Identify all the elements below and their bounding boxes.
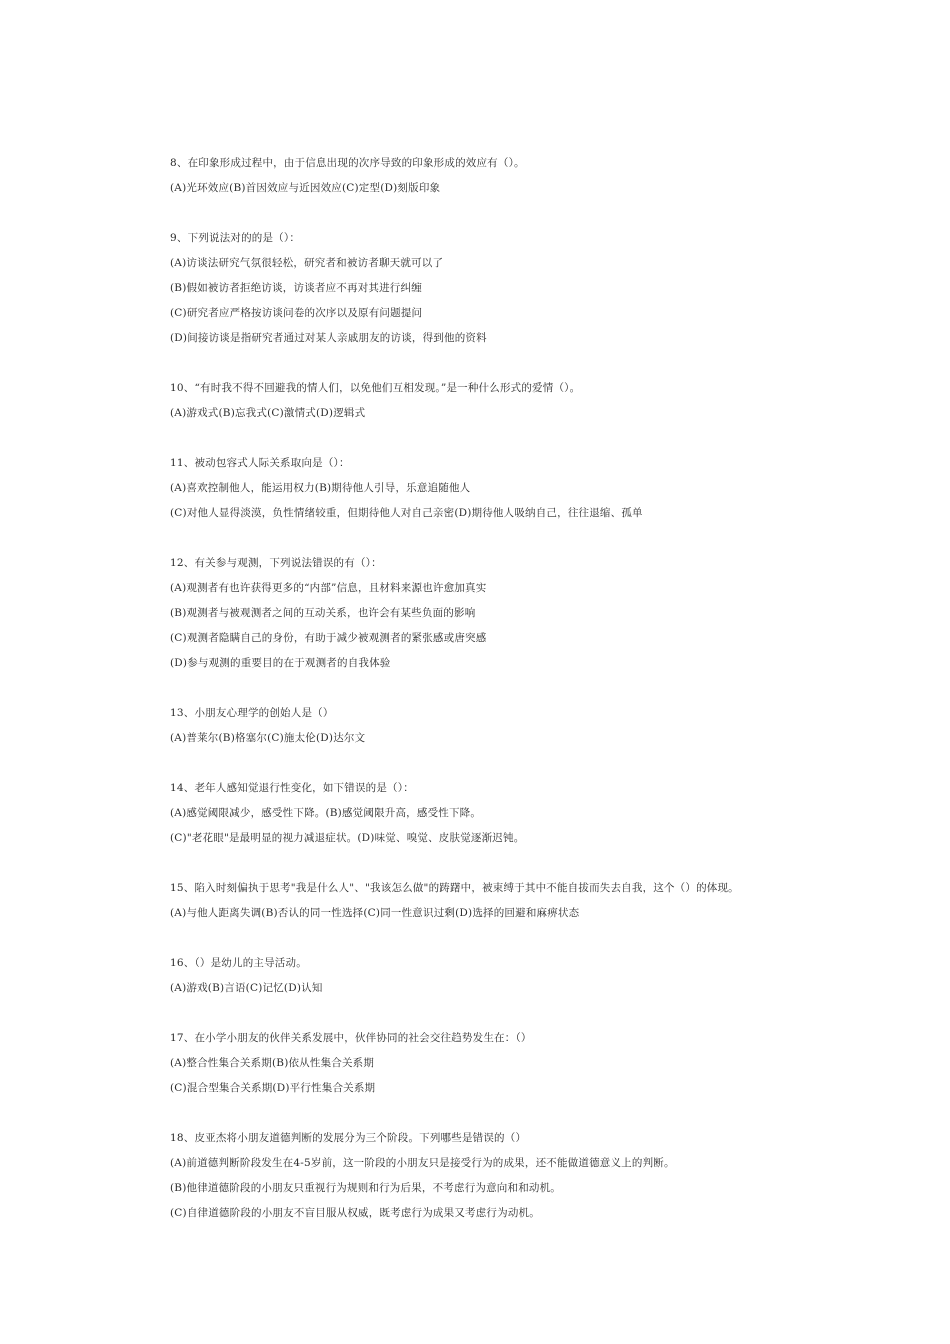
option-line: (A)访谈法研究气氛很轻松，研究者和被访者聊天就可以了 <box>170 257 444 269</box>
question-item <box>170 701 870 751</box>
question-item <box>170 226 870 351</box>
option-line: (B)假如被访者拒绝访谈，访谈者应不再对其进行纠缠 <box>170 282 422 294</box>
option-line: (C)对他人显得淡漠，负性情绪较重，但期待他人对自己亲密(D)期待他人吸纳自己，往往退缩、孤单 <box>170 507 643 519</box>
question-stem: 11、被动包容式人际关系取向是（）： <box>170 457 350 469</box>
option-line: (A)普莱尔(B)格塞尔(C)施太伦(D)达尔文 <box>170 732 366 744</box>
question-item <box>170 1026 870 1101</box>
question-item <box>170 776 870 851</box>
question-item <box>170 151 870 201</box>
question-stem: 17、在小学小朋友的伙伴关系发展中，伙伴协同的社会交往趋势发生在：（） <box>170 1032 532 1044</box>
question-item <box>170 951 870 1001</box>
question-item <box>170 376 870 426</box>
question-stem: 8、在印象形成过程中，由于信息出现的次序导致的印象形成的效应有（）。 <box>170 157 525 169</box>
option-line: (C)"老花眼"是最明显的视力减退症状。(D)味觉、嗅觉、皮肤觉逐渐迟钝。 <box>170 832 525 844</box>
option-line: (A)前道德判断阶段发生在4-5岁前，这一阶段的小朋友只是接受行为的成果，还不能做道德意义上的判断。 <box>170 1157 675 1169</box>
question-stem: 10、“有时我不得不回避我的情人们，以免他们互相发现。”是一种什么形式的爱情（）。 <box>170 382 581 394</box>
option-line: (C)观测者隐瞒自己的身份，有助于减少被观测者的紧张感或唐突感 <box>170 632 487 644</box>
question-item <box>170 451 870 526</box>
option-line: (A)观测者有也许获得更多的“内部”信息，且材料来源也许愈加真实 <box>170 582 487 594</box>
question-stem: 13、小朋友心理学的创始人是（） <box>170 707 334 719</box>
option-line: (A)感觉阈限减少，感受性下降。(B)感觉阈限升高，感受性下降。 <box>170 807 482 819</box>
option-line: (C)研究者应严格按访谈问卷的次序以及原有问题提问 <box>170 307 423 319</box>
question-stem: 15、陷入时刻偏执于思考"我是什么人"、"我该怎么做"的踌躇中，被束缚于其中不能自拔而失去自我，这个（）的体现。 <box>170 882 739 894</box>
option-line: (A)喜欢控制他人，能运用权力(B)期待他人引导，乐意追随他人 <box>170 482 471 494</box>
question-stem: 14、老年人感知觉退行性变化，如下错误的是（）： <box>170 782 414 794</box>
option-line: (A)光环效应(B)首因效应与近因效应(C)定型(D)刻版印象 <box>170 182 441 194</box>
question-stem: 18、皮亚杰将小朋友道德判断的发展分为三个阶段。下列哪些是错误的（） <box>170 1132 527 1144</box>
option-line: (A)游戏式(B)忘我式(C)激情式(D)逻辑式 <box>170 407 366 419</box>
question-list <box>170 151 870 1251</box>
option-line: (B)观测者与被观测者之间的互动关系，也许会有某些负面的影响 <box>170 607 476 619</box>
question-item <box>170 551 870 676</box>
question-item <box>170 876 870 926</box>
option-line: (D)间接访谈是指研究者通过对某人亲戚朋友的访谈，得到他的资料 <box>170 332 487 344</box>
option-line: (D)参与观测的重要目的在于观测者的自我体验 <box>170 657 391 669</box>
question-stem: 12、有关参与观测，下列说法错误的有（）： <box>170 557 382 569</box>
option-line: (C)混合型集合关系期(D)平行性集合关系期 <box>170 1082 376 1094</box>
question-item <box>170 1126 870 1226</box>
option-line: (A)游戏(B)言语(C)记忆(D)认知 <box>170 982 323 994</box>
option-line: (B)他律道德阶段的小朋友只重视行为规则和行为后果，不考虑行为意向和和动机。 <box>170 1182 562 1194</box>
question-stem: 9、下列说法对的的是（）： <box>170 232 301 244</box>
option-line: (A)整合性集合关系期(B)依从性集合关系期 <box>170 1057 375 1069</box>
option-line: (A)与他人距离失调(B)否认的同一性选择(C)同一性意识过剩(D)选择的回避和麻痹状态 <box>170 907 580 919</box>
option-line: (C)自律道德阶段的小朋友不盲目服从权威，既考虑行为成果又考虑行为动机。 <box>170 1207 540 1219</box>
question-stem: 16、（）是幼儿的主导活动。 <box>170 957 307 969</box>
